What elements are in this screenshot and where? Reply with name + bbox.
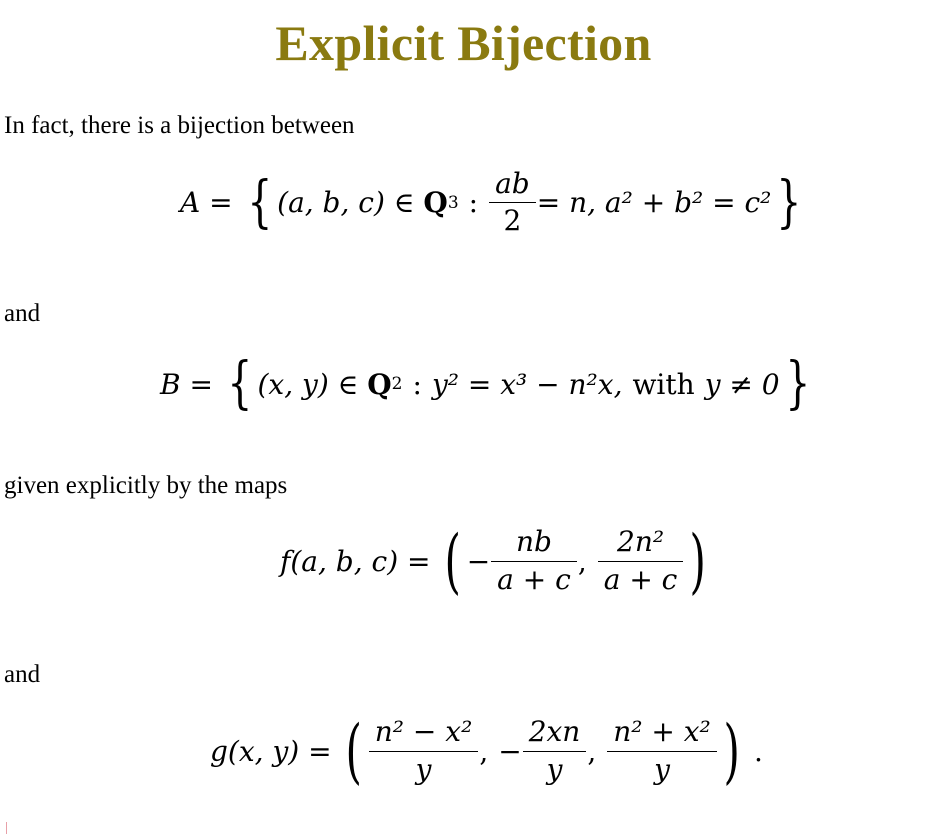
- g-second-numerator: 2xn: [528, 715, 581, 749]
- pair-tuple: (x, y): [257, 367, 329, 401]
- f-first-fraction: [494, 526, 574, 595]
- f-second-fraction: [601, 526, 681, 595]
- and-text-1: and: [4, 300, 41, 327]
- map-f-lhs: f(a, b, c): [280, 544, 399, 578]
- f-second-denominator: a + c: [598, 561, 684, 596]
- set-a-symbol: A: [180, 186, 201, 220]
- g-second-denominator: y: [523, 751, 587, 786]
- g-third-numerator: n² + x²: [613, 715, 711, 749]
- area-fraction: [492, 168, 533, 237]
- g-first-fraction: [372, 716, 476, 785]
- set-a-conditions: = n, a² + b² = c²: [536, 186, 772, 220]
- open-brace: {: [227, 351, 253, 416]
- g-third-denominator: y: [607, 751, 717, 786]
- equation-map-g: g(x, y) = ( $\frac{\text{n² − x²}}{y}$ , − $\frac{2xn}{y}$ , $\frac{\text{n² + x²}}{y}$ ) .: [210, 710, 763, 792]
- page-title: Explicit Bijection: [275, 15, 652, 71]
- nonzero-condition: y ≠ 0: [704, 367, 780, 401]
- g-second-fraction: [526, 716, 584, 785]
- triple-tuple: (a, b, c): [277, 186, 385, 220]
- g-third-fraction: [610, 716, 714, 785]
- close-paren: ): [689, 520, 707, 602]
- given-text: given explicitly by the maps: [4, 472, 288, 499]
- g-first-denominator: y: [369, 751, 479, 786]
- intro-text: In fact, there is a bijection between: [4, 112, 355, 139]
- open-brace: {: [246, 169, 272, 235]
- rationals-symbol: Q: [423, 186, 448, 220]
- f-first-denominator: a + c: [491, 561, 577, 596]
- edge-marker: [6, 822, 7, 834]
- area-fraction-numerator: ab: [495, 167, 530, 200]
- f-second-numerator: 2n²: [617, 525, 665, 559]
- equation-set-a: A = { (a, b, c) ∈ Q 3 : $\frac{ab}{2}$ = n, a² + b² = c² }: [180, 167, 802, 238]
- f-first-numerator: nb: [516, 525, 552, 559]
- open-paren: (: [345, 710, 363, 792]
- area-fraction-denominator: 2: [489, 202, 536, 237]
- g-first-numerator: n² − x²: [374, 715, 473, 749]
- curve-equation: y² = x³ − n²x,: [431, 367, 623, 401]
- map-g-lhs: g(x, y): [210, 734, 300, 768]
- and-text-2: and: [4, 661, 41, 688]
- set-b-symbol: B: [160, 367, 181, 401]
- equation-set-b: B = { (x, y) ∈ Q 2 : y² = x³ − n²x, with y ≠ 0 }: [160, 351, 810, 416]
- equation-map-f: f(a, b, c) = ( − $\frac{nb}{a + c}$ , $\frac{\text{2n²}}{a + c}$ ): [280, 520, 707, 602]
- rationals-symbol: Q: [367, 367, 392, 401]
- open-paren: (: [444, 520, 462, 602]
- close-brace: }: [776, 169, 802, 235]
- with-word: with: [632, 367, 695, 401]
- close-brace: }: [784, 351, 810, 416]
- close-paren: ): [723, 710, 740, 792]
